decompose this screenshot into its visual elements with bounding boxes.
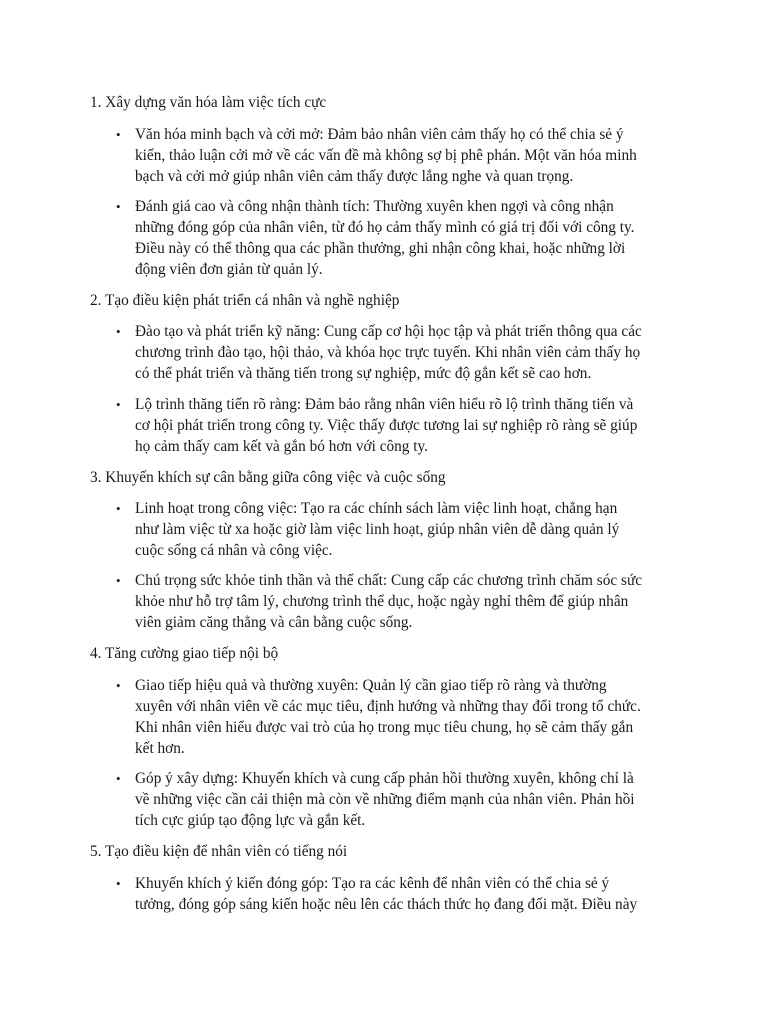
bullet-dot: • bbox=[116, 324, 121, 339]
bullet-paragraph bbox=[135, 675, 695, 759]
bullet-dot: • bbox=[116, 397, 121, 412]
paragraph-line: động viên đơn giản từ quản lý. bbox=[135, 261, 323, 278]
bullet-dot: • bbox=[116, 876, 121, 891]
paragraph-line: có thể phát triển và thăng tiến trong sự nghiệp, mức độ gắn kết sẽ cao hơn. bbox=[135, 365, 592, 382]
section-heading: 1. Xây dựng văn hóa làm việc tích cực bbox=[90, 94, 327, 111]
bullet-dot: • bbox=[116, 771, 121, 786]
bullet-dot: • bbox=[116, 573, 121, 588]
paragraph-line: Văn hóa minh bạch và cởi mở: Đảm bảo nhân viên cảm thấy họ có thể chia sẻ ý bbox=[135, 126, 624, 143]
section-heading: 2. Tạo điều kiện phát triển cá nhân và nghề nghiệp bbox=[90, 292, 400, 309]
bullet-paragraph bbox=[135, 768, 695, 831]
section-heading: 4. Tăng cường giao tiếp nội bộ bbox=[90, 645, 279, 662]
paragraph-line: bạch và cởi mở giúp nhân viên cảm thấy được lắng nghe và quan trọng. bbox=[135, 168, 574, 185]
bullet-dot: • bbox=[116, 678, 121, 693]
paragraph-line: cuộc sống cá nhân và công việc. bbox=[135, 542, 333, 559]
paragraph-line: Linh hoạt trong công việc: Tạo ra các chính sách làm việc linh hoạt, chẳng hạn bbox=[135, 500, 618, 517]
bullet-paragraph bbox=[135, 498, 695, 561]
paragraph-line: kiến, thảo luận cởi mở về các vấn đề mà không sợ bị phê phán. Một văn hóa minh bbox=[135, 147, 637, 164]
paragraph-line: tưởng, đóng góp sáng kiến hoặc nêu lên các thách thức họ đang đối mặt. Điều này bbox=[135, 896, 638, 913]
paragraph-line: Góp ý xây dựng: Khuyến khích và cung cấp phản hồi thường xuyên, không chỉ là bbox=[135, 770, 634, 787]
paragraph-line: Giao tiếp hiệu quả và thường xuyên: Quản lý cần giao tiếp rõ ràng và thường bbox=[135, 677, 607, 694]
section-heading: 3. Khuyến khích sự cân bằng giữa công việc và cuộc sống bbox=[90, 469, 446, 486]
paragraph-line: Khuyến khích ý kiến đóng góp: Tạo ra các kênh để nhân viên có thể chia sẻ ý bbox=[135, 875, 610, 892]
paragraph-line: xuyên với nhân viên về các mục tiêu, định hướng và những thay đổi trong tổ chức. bbox=[135, 698, 641, 715]
paragraph-line: như làm việc từ xa hoặc giờ làm việc linh hoạt, giúp nhân viên dễ dàng quản lý bbox=[135, 521, 620, 538]
paragraph-line: Điều này có thể thông qua các phần thưởng, ghi nhận công khai, hoặc những lời bbox=[135, 240, 626, 257]
bullet-paragraph bbox=[135, 196, 695, 280]
paragraph-line: cơ hội phát triển trong công ty. Việc thấy được tương lai sự nghiệp rõ ràng sẽ giúp bbox=[135, 417, 638, 434]
section-heading: 5. Tạo điều kiện để nhân viên có tiếng nói bbox=[90, 843, 348, 860]
bullet-paragraph bbox=[135, 394, 695, 457]
paragraph-line: chương trình đào tạo, hội thảo, và khóa học trực tuyến. Khi nhân viên cảm thấy họ bbox=[135, 344, 641, 361]
bullet-paragraph bbox=[135, 321, 695, 384]
paragraph-line: Đánh giá cao và công nhận thành tích: Thường xuyên khen ngợi và công nhận bbox=[135, 198, 614, 215]
paragraph-line: họ cảm thấy cam kết và gắn bó hơn với công ty. bbox=[135, 438, 429, 455]
paragraph-line: Khi nhân viên hiểu được vai trò của họ trong mục tiêu chung, họ sẽ cảm thấy gắn bbox=[135, 719, 634, 736]
paragraph-line: Lộ trình thăng tiến rõ ràng: Đảm bảo rằng nhân viên hiểu rõ lộ trình thăng tiến và bbox=[135, 396, 634, 413]
paragraph-line: về những việc cần cải thiện mà còn về những điểm mạnh của nhân viên. Phản hồi bbox=[135, 791, 635, 808]
paragraph-line: kết hơn. bbox=[135, 740, 185, 757]
paragraph-line: khỏe như hỗ trợ tâm lý, chương trình thể dục, hoặc ngày nghỉ thêm để giúp nhân bbox=[135, 593, 629, 610]
bullet-paragraph bbox=[135, 124, 695, 187]
bullet-dot: • bbox=[116, 501, 121, 516]
paragraph-line: viên giảm căng thẳng và cân bằng cuộc sống. bbox=[135, 614, 413, 631]
paragraph-line: tích cực giúp tạo động lực và gắn kết. bbox=[135, 812, 366, 829]
paragraph-line: những đóng góp của nhân viên, từ đó họ cảm thấy mình có giá trị đối với công ty. bbox=[135, 219, 635, 236]
bullet-dot: • bbox=[116, 127, 121, 142]
bullet-dot: • bbox=[116, 199, 121, 214]
bullet-paragraph bbox=[135, 570, 695, 633]
paragraph-line: Đào tạo và phát triển kỹ năng: Cung cấp cơ hội học tập và phát triển thông qua các bbox=[135, 323, 642, 340]
bullet-paragraph bbox=[135, 873, 695, 915]
paragraph-line: Chú trọng sức khỏe tinh thần và thể chất: Cung cấp các chương trình chăm sóc sức bbox=[135, 572, 643, 589]
